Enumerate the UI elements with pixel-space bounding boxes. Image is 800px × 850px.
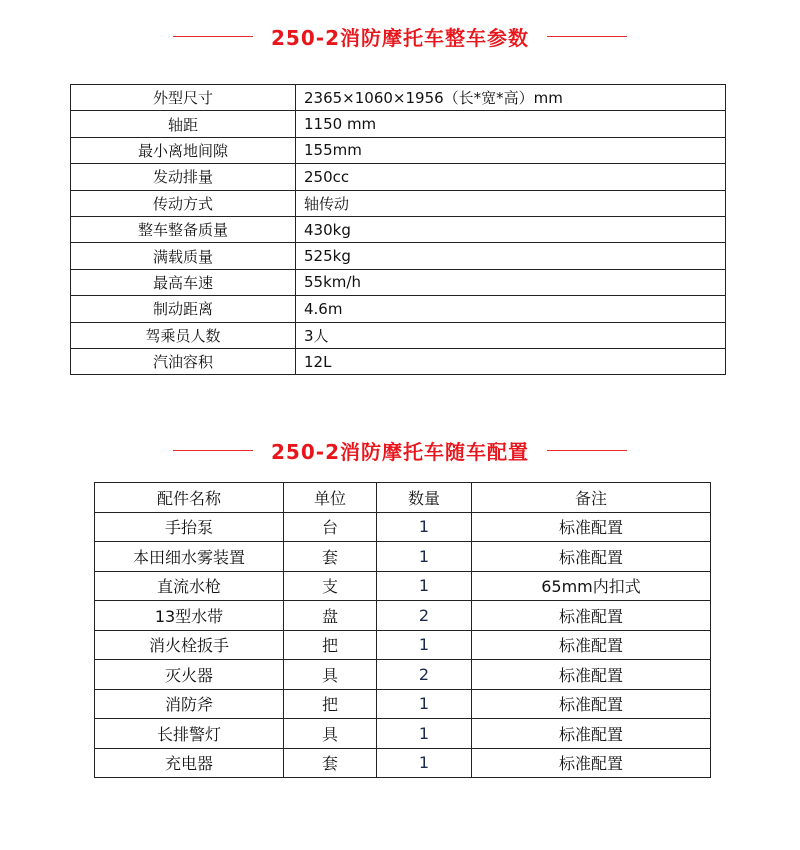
accessories-table xyxy=(94,482,711,778)
part-unit: 盘 xyxy=(284,601,377,631)
table-row xyxy=(95,542,711,572)
table-row xyxy=(71,243,726,269)
part-quantity: 1 xyxy=(377,689,472,719)
table-row xyxy=(95,512,711,542)
table-row xyxy=(71,111,726,137)
part-unit: 套 xyxy=(284,542,377,572)
header-unit: 单位 xyxy=(284,483,377,513)
part-quantity: 2 xyxy=(377,601,472,631)
part-unit: 套 xyxy=(284,748,377,778)
part-name: 消防斧 xyxy=(95,689,284,719)
part-unit: 把 xyxy=(284,630,377,660)
spec-label: 外型尺寸 xyxy=(71,85,296,111)
heading-divider-left xyxy=(173,36,253,37)
spec-label: 驾乘员人数 xyxy=(71,322,296,348)
part-quantity: 1 xyxy=(377,542,472,572)
spec-value: 3人 xyxy=(296,322,726,348)
part-unit: 具 xyxy=(284,660,377,690)
part-remarks: 标准配置 xyxy=(472,601,711,631)
part-unit: 具 xyxy=(284,719,377,749)
part-remarks: 65mm内扣式 xyxy=(472,571,711,601)
table-row xyxy=(71,216,726,242)
table-row xyxy=(95,571,711,601)
table-row xyxy=(71,137,726,163)
part-unit: 支 xyxy=(284,571,377,601)
spec-value: 250cc xyxy=(296,164,726,190)
spec-value: 525kg xyxy=(296,243,726,269)
table-row xyxy=(71,348,726,374)
spec-value: 55km/h xyxy=(296,269,726,295)
part-remarks: 标准配置 xyxy=(472,689,711,719)
part-name: 直流水枪 xyxy=(95,571,284,601)
part-remarks: 标准配置 xyxy=(472,660,711,690)
part-name: 长排警灯 xyxy=(95,719,284,749)
part-remarks: 标准配置 xyxy=(472,542,711,572)
table-row xyxy=(95,630,711,660)
part-name: 灭火器 xyxy=(95,660,284,690)
table-row xyxy=(95,601,711,631)
table-header-row xyxy=(95,483,711,513)
spec-value: 430kg xyxy=(296,216,726,242)
part-quantity: 1 xyxy=(377,571,472,601)
spec-label: 整车整备质量 xyxy=(71,216,296,242)
part-quantity: 1 xyxy=(377,719,472,749)
table-row xyxy=(71,269,726,295)
section-title-specs: 250-2消防摩托车整车参数 xyxy=(271,25,529,50)
spec-table xyxy=(70,84,726,375)
spec-value: 4.6m xyxy=(296,296,726,322)
spec-label: 汽油容积 xyxy=(71,348,296,374)
table-row xyxy=(95,748,711,778)
spec-value: 轴传动 xyxy=(296,190,726,216)
part-remarks: 标准配置 xyxy=(472,512,711,542)
part-name: 手抬泵 xyxy=(95,512,284,542)
spec-value: 1150 mm xyxy=(296,111,726,137)
part-remarks: 标准配置 xyxy=(472,719,711,749)
spec-label: 满载质量 xyxy=(71,243,296,269)
header-remarks: 备注 xyxy=(472,483,711,513)
part-quantity: 2 xyxy=(377,660,472,690)
table-row xyxy=(95,719,711,749)
heading-divider-right xyxy=(547,450,627,451)
part-name: 消火栓扳手 xyxy=(95,630,284,660)
section-heading-specs xyxy=(0,21,800,51)
spec-value: 2365×1060×1956（长*宽*高）mm xyxy=(296,85,726,111)
table-row xyxy=(71,190,726,216)
spec-label: 最小离地间隙 xyxy=(71,137,296,163)
part-remarks: 标准配置 xyxy=(472,630,711,660)
spec-label: 轴距 xyxy=(71,111,296,137)
table-row xyxy=(71,85,726,111)
header-part-name: 配件名称 xyxy=(95,483,284,513)
part-name: 13型水带 xyxy=(95,601,284,631)
part-name: 充电器 xyxy=(95,748,284,778)
part-remarks: 标准配置 xyxy=(472,748,711,778)
spec-value: 155mm xyxy=(296,137,726,163)
spec-label: 传动方式 xyxy=(71,190,296,216)
part-quantity: 1 xyxy=(377,512,472,542)
part-quantity: 1 xyxy=(377,630,472,660)
table-row xyxy=(71,296,726,322)
part-quantity: 1 xyxy=(377,748,472,778)
table-row xyxy=(71,164,726,190)
table-row xyxy=(71,322,726,348)
header-quantity: 数量 xyxy=(377,483,472,513)
section-title-accessories: 250-2消防摩托车随车配置 xyxy=(271,439,529,464)
heading-divider-right xyxy=(547,36,627,37)
part-name: 本田细水雾装置 xyxy=(95,542,284,572)
spec-label: 发动排量 xyxy=(71,164,296,190)
table-row xyxy=(95,660,711,690)
spec-label: 制动距离 xyxy=(71,296,296,322)
spec-label: 最高车速 xyxy=(71,269,296,295)
part-unit: 把 xyxy=(284,689,377,719)
heading-divider-left xyxy=(173,450,253,451)
part-unit: 台 xyxy=(284,512,377,542)
table-row xyxy=(95,689,711,719)
spec-value: 12L xyxy=(296,348,726,374)
section-heading-accessories xyxy=(0,435,800,465)
